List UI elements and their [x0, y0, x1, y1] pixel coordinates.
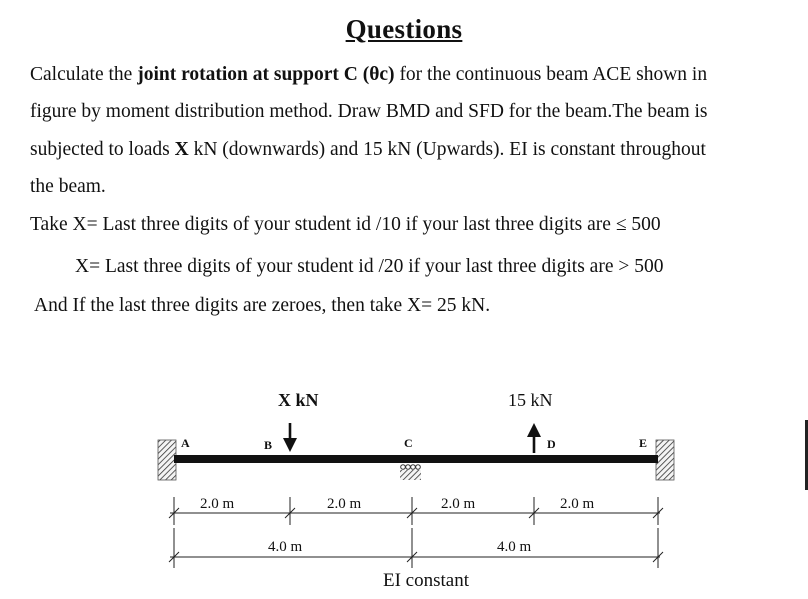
load-x-label: X kN: [278, 390, 319, 410]
dim-bc: 2.0 m: [327, 496, 362, 512]
load-x-down-arrow: [283, 423, 297, 452]
condition-line-2: X= Last three digits of your student id /20 if your last three digits are > 500: [75, 256, 664, 277]
ei-constant-label: EI constant: [383, 570, 470, 591]
roller-support-c: [400, 465, 421, 480]
dim-ab: 2.0 m: [200, 496, 235, 512]
label-a: A: [181, 436, 190, 450]
label-b: B: [264, 438, 273, 452]
zero-condition-line: And If the last three digits are zeroes, then take X= 25 kN.: [34, 295, 491, 316]
label-d: D: [547, 437, 556, 451]
line-1-text-c: for the continuous beam ACE shown in: [394, 64, 708, 85]
line-3-text-c: kN (downwards) and 15 kN (Upwards). EI is constant throughout: [188, 139, 706, 160]
dim-cd: 2.0 m: [441, 496, 476, 512]
paragraph-line-2: figure by moment distribution method. Draw BMD and SFD for the beam.The beam is: [30, 101, 708, 122]
page-title: Questions: [345, 14, 463, 44]
fixed-support-right: [656, 440, 674, 480]
label-e: E: [639, 436, 648, 450]
condition-line-1: Take X= Last three digits of your student id /10 if your last three digits are ≤ 500: [30, 214, 661, 235]
paragraph-line-4: the beam.: [30, 176, 106, 197]
joint-rotation-emphasis: joint rotation at support C (θc): [137, 64, 395, 85]
dimension-line-lower: [169, 528, 663, 568]
fixed-support-left: [158, 440, 176, 480]
load-15-label: 15 kN: [508, 390, 553, 410]
x-emphasis: X: [174, 139, 189, 160]
beam: [174, 455, 658, 463]
dim-ce: 4.0 m: [497, 539, 532, 555]
line-1-text-a: Calculate the: [30, 64, 138, 85]
dim-de: 2.0 m: [560, 496, 595, 512]
load-15-up-arrow: [527, 423, 541, 453]
line-3-text-a: subjected to loads: [30, 139, 175, 160]
label-c: C: [404, 436, 413, 450]
dim-ac: 4.0 m: [268, 539, 303, 555]
